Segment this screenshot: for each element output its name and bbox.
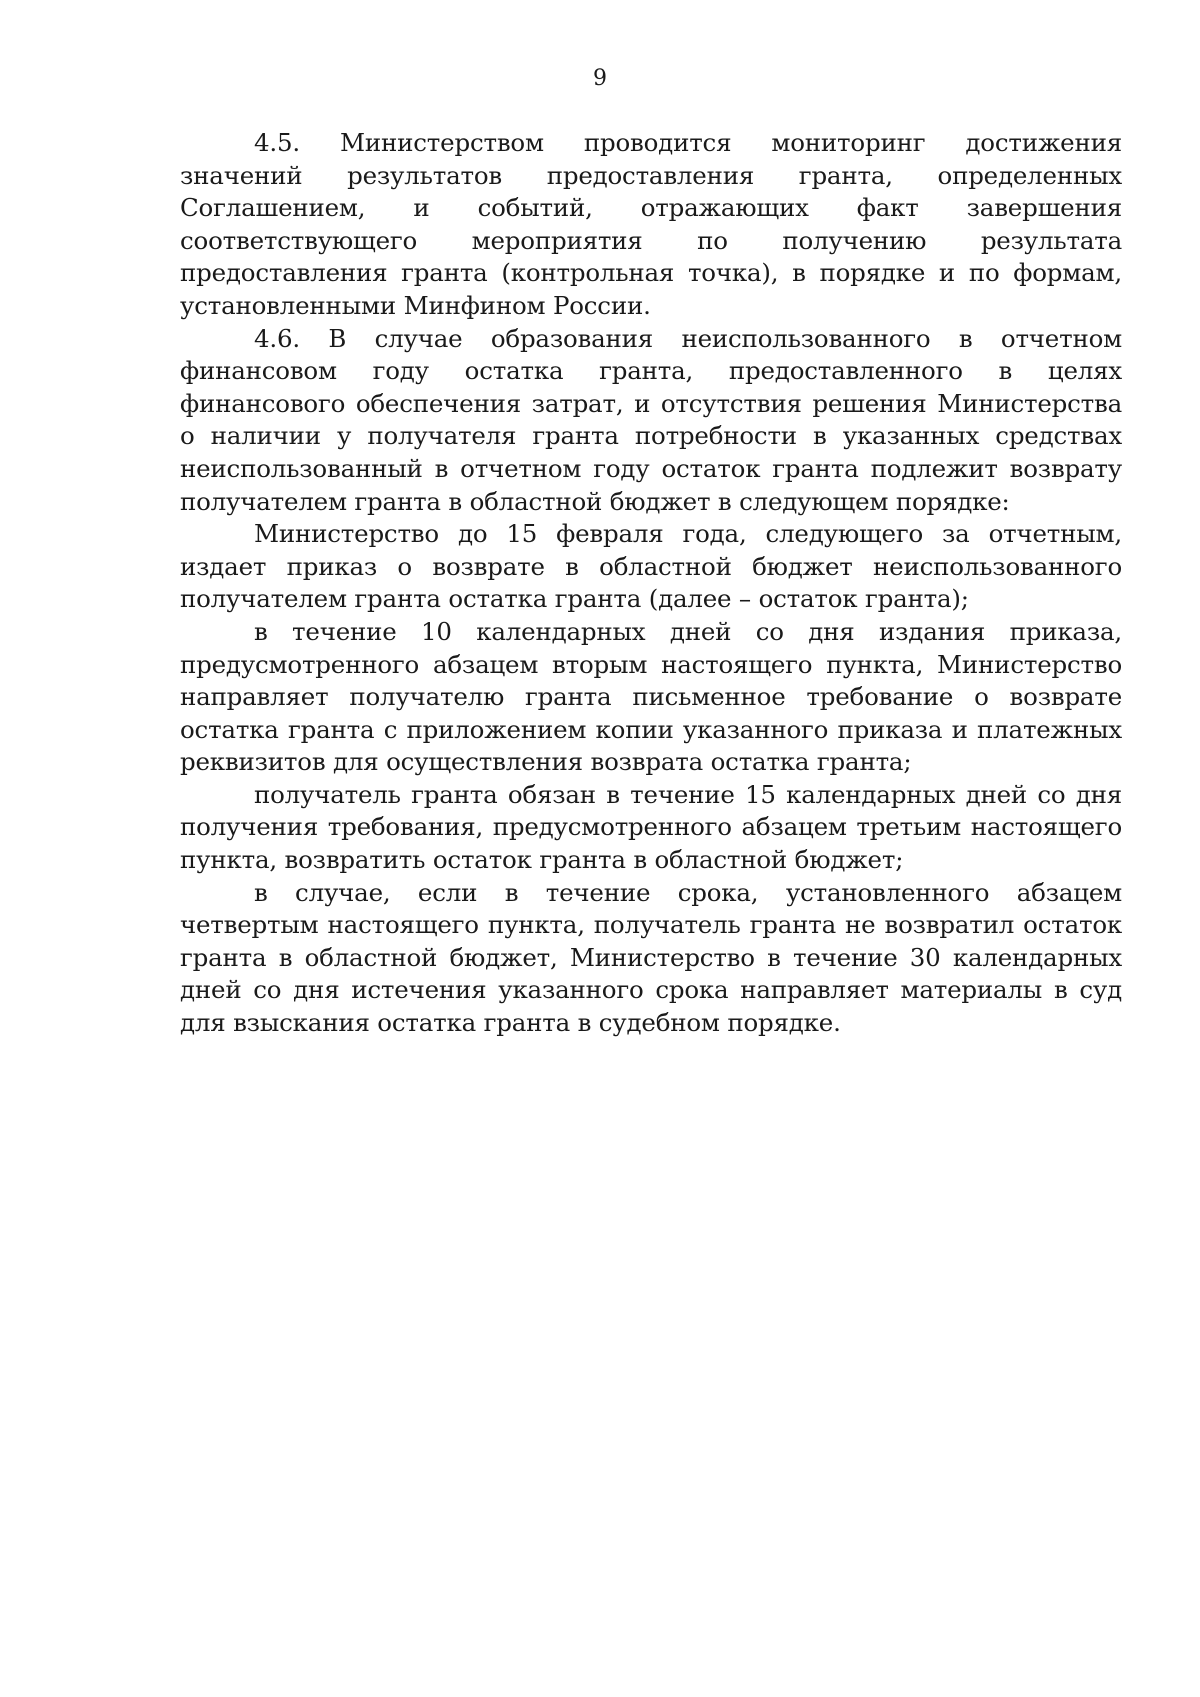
paragraph-recipient-return: получатель гранта обязан в течение 15 календарных дней со дня получения требования, предусмотренного абзацем третьим настоящего пункта, возвратить остаток гранта в областной бюджет; (180, 779, 1122, 875)
paragraph-4-6: 4.6. В случае образования неиспользованного в отчетном финансовом году остатка гранта, предоставленного в целях финансового обеспечения затрат, и отсутствия решения Министерства о наличии у получателя гранта потребности в указанных средствах неиспользованный в отчетном году остаток гранта подлежит возврату получателем гранта в областной бюджет в следующем порядке: (180, 323, 1122, 516)
paragraph-notice-requirement: в течение 10 календарных дней со дня издания приказа, предусмотренного абзацем вторым настоящего пункта, Министерство направляет получателю гранта письменное требование о возврате остатка гранта с приложением копии указанного приказа и платежных реквизитов для осуществления возврата остатка гранта; (180, 616, 1122, 777)
paragraph-4-5: 4.5. Министерством проводится мониторинг достижения значений результатов предоставления гранта, определенных Соглашением, и событий, отражающих факт завершения соответствующего мероприятия по получению результата предоставления гранта (контрольная точка), в порядке и по формам, установленными Минфином России. (180, 128, 1122, 320)
page-number: 9 (593, 66, 607, 91)
document-body (180, 127, 1122, 1040)
paragraph-ministry-order: Министерство до 15 февраля года, следующего за отчетным, издает приказ о возврате в областной бюджет неиспользованного получателем гранта остатка гранта (далее – остаток гранта); (180, 519, 1122, 614)
paragraph-court-recovery: в случае, если в течение срока, установленного абзацем четвертым настоящего пункта, получатель гранта не возвратил остаток гранта в областной бюджет, Министерство в течение 30 календарных дней со дня истечения указанного срока направляет материалы в суд для взыскания остатка гранта в судебном порядке. (180, 877, 1122, 1038)
